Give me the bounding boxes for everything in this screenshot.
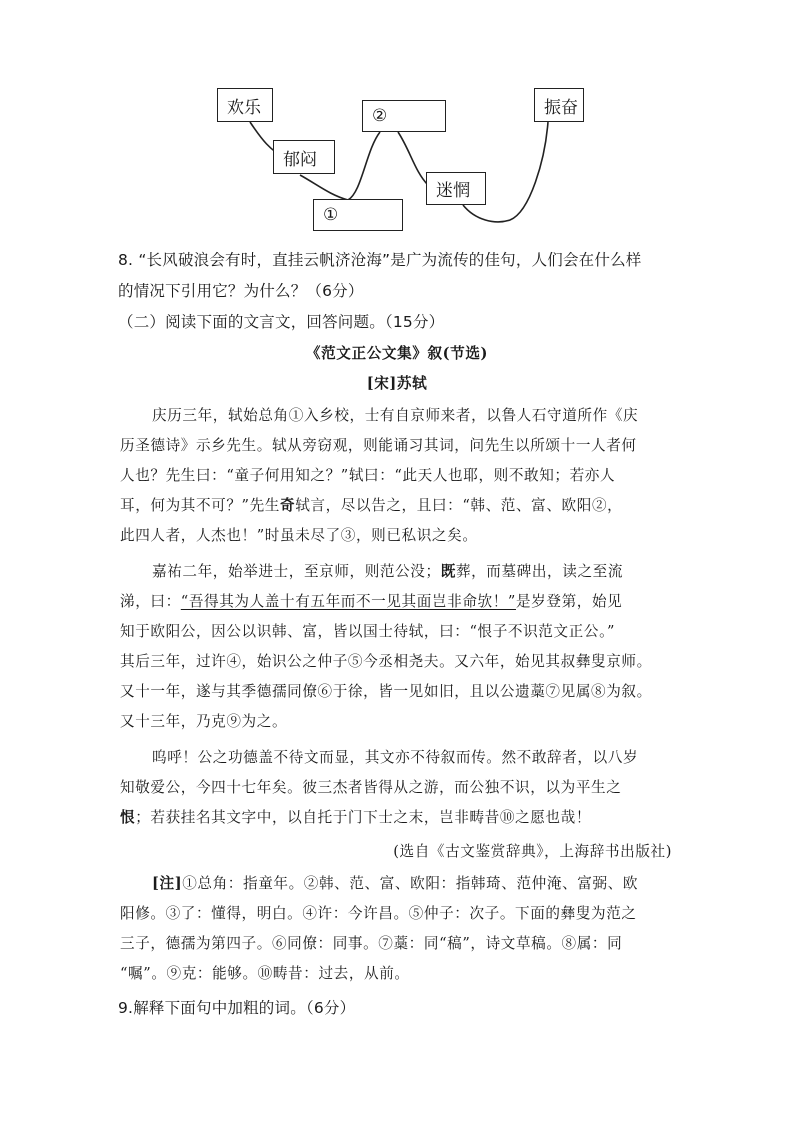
paragraph-1-line-2: 历圣德诗》示乡先生。轼从旁窃观，则能诵习其词，问先生以所颂十一人者何 — [120, 437, 637, 454]
paragraph-2-line-6: 又十三年，乃克⑨为之。 — [120, 713, 288, 730]
paragraph-2-line-1 — [152, 560, 794, 581]
notes-line-4: “嘱”。⑨克：能够。⑩畴昔：过去，从前。 — [120, 965, 410, 982]
passage-title: 《范文正公文集》叙(节选) — [305, 345, 489, 362]
label-blank-2: ② — [362, 100, 446, 132]
label-blank-1: ① — [313, 199, 403, 231]
notes-line-3: 三子，德孺为第四子。⑥同僚：同事。⑦藁：同“稿”，诗文草稿。⑧属：同 — [120, 935, 623, 952]
question-8-line-1: 8. “长风破浪会有时，直挂云帆济沧海”是广为流传的佳句，人们会在什么样 — [118, 251, 642, 269]
text-segment: 耳，何为其不可？”先生 — [120, 497, 280, 514]
section-heading: （二）阅读下面的文言文，回答问题。（15分） — [118, 313, 445, 331]
text-segment: ①总角：指童年。②韩、范、富、欧阳：指韩琦、范仲淹、富弼、欧 — [182, 875, 639, 892]
notes-line-2: 阳修。③了：懂得，明白。④许：今许昌。⑤仲子：次子。下面的彝叟为范之 — [120, 905, 637, 922]
text-segment: 轼言，尽以告之，且曰：“韩、范、富、欧阳②， — [295, 497, 623, 514]
paragraph-3-line-2: 知敬爱公，今四十七年矣。彼三杰者皆得从之游，而公独不识，以为平生之 — [120, 779, 622, 796]
text-segment: 嘉祐二年，始举进士，至京师，则范公没； — [152, 563, 441, 580]
bold-word-hen: 恨 — [120, 809, 136, 826]
paragraph-1-line-5: 此四人者，人杰也！”时虽未尽了③，则已私识之矣。 — [120, 527, 478, 544]
text-segment: 涕，曰： — [120, 593, 181, 610]
paragraph-1-line-3: 人也？先生曰：“童子何用知之？”轼曰：“此天人也耶，则不敢知；若亦人 — [120, 467, 616, 484]
text-segment: 葬，而墓碑出，读之至流 — [455, 563, 624, 580]
label-depressed: 郁闷 — [273, 140, 335, 174]
underlined-sentence: “吾得其为人盖十有五年而不一见其面岂非命欤！” — [180, 593, 516, 610]
text-segment: ；若获挂名其文字中，以自托于门下士之末，岂非畴昔⑩之愿也哉！ — [135, 809, 592, 826]
notes-line-1 — [152, 872, 794, 893]
bold-word-qi: 奇 — [280, 497, 296, 514]
paragraph-2-line-2 — [120, 590, 794, 611]
notes-label: [注] — [152, 875, 183, 892]
paragraph-3-line-3 — [120, 806, 794, 827]
paragraph-1-line-4 — [120, 494, 794, 515]
text-segment: 是岁登第，始见 — [515, 593, 623, 610]
emotion-diagram — [0, 0, 794, 240]
paragraph-2-line-5: 又十一年，遂与其季德孺同僚⑥于徐，皆一见如旧，且以公遗藁⑦见属⑧为叙。 — [120, 683, 652, 700]
label-joy: 欢乐 — [217, 88, 273, 122]
paragraph-2-line-4: 其后三年，过许④，始识公之仲子⑤今丞相尧夫。又六年，始见其叔彝叟京师。 — [120, 653, 652, 670]
passage-author: [宋]苏轼 — [366, 375, 428, 392]
label-inspired: 振奋 — [534, 88, 584, 122]
question-8-line-2: 的情况下引用它？为什么？（6分） — [118, 282, 364, 300]
paragraph-3-line-1: 呜呼！公之功德盖不待文而显，其文亦不待叙而传。然不敢辞者，以八岁 — [152, 749, 639, 766]
paragraph-2-line-3: 知于欧阳公，因公以识韩、富，皆以国士待轼，曰：“恨子不识范文正公。” — [120, 623, 616, 640]
bold-word-ji: 既 — [440, 563, 456, 580]
question-9: 9.解释下面句中加粗的词。（6分） — [118, 999, 356, 1017]
passage-source: (选自《古文鉴赏辞典》，上海辞书出版社) — [393, 843, 672, 860]
paragraph-1-line-1: 庆历三年，轼始总角①入乡校，士有自京师来者，以鲁人石守道所作《庆 — [152, 407, 639, 424]
label-confused: 迷惘 — [426, 172, 486, 205]
